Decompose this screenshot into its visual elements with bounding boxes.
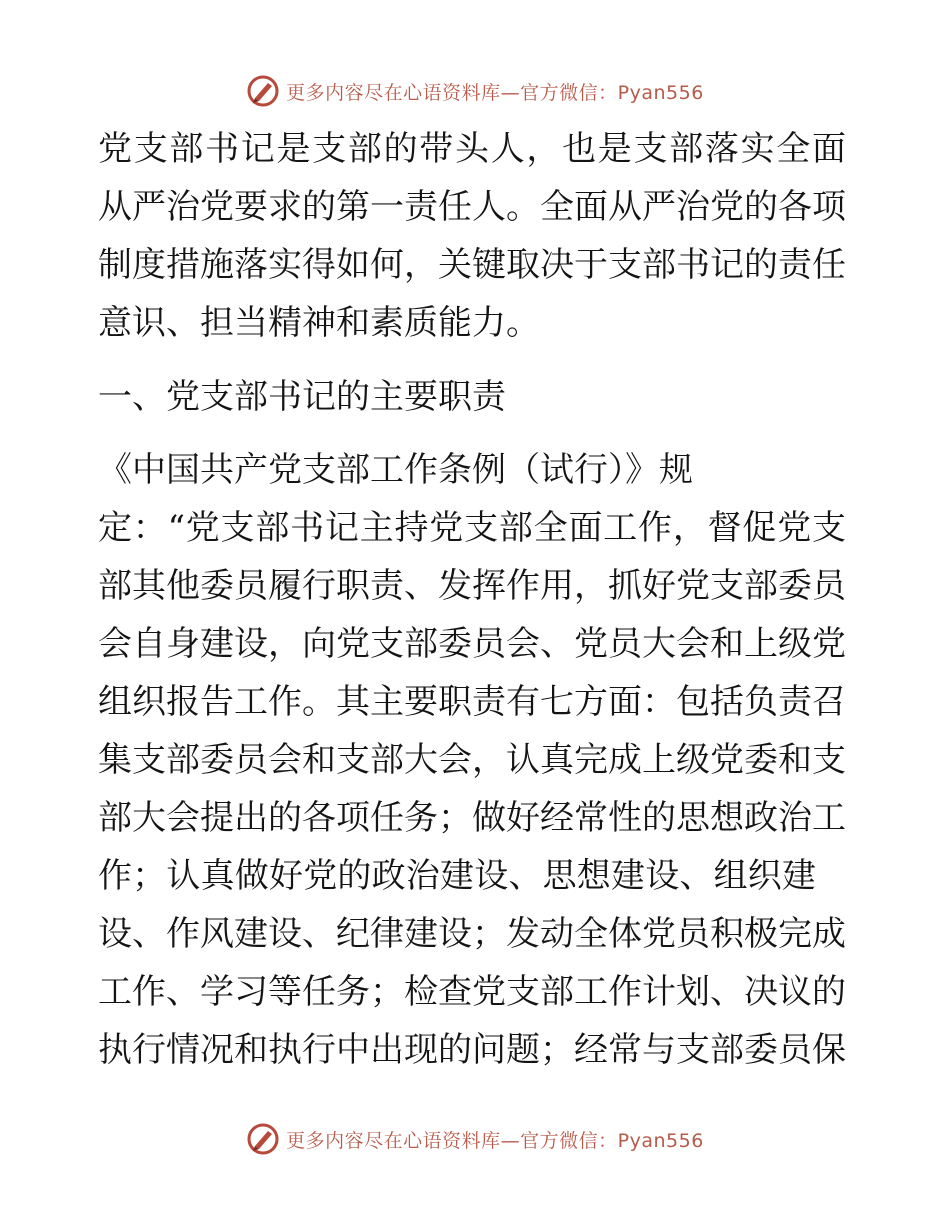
- header-watermark-text: 更多内容尽在心语资料库—官方微信：Pyan556: [286, 81, 704, 104]
- body-text-line: 部大会提出的各项任务；做好经常性的思想政治工: [98, 798, 846, 838]
- section-heading: 一、党支部书记的主要职责: [98, 377, 506, 417]
- body-text-line: 设、作风建设、纪律建设；发动全体党员积极完成: [98, 914, 846, 954]
- body-text-line: 作；认真做好党的政治建设、思想建设、组织建: [98, 856, 816, 896]
- body-text-line: 工作、学习等任务；检查党支部工作计划、决议的: [98, 972, 846, 1012]
- footer-watermark-banner: [0, 1117, 950, 1161]
- pen-quill-logo-icon: [246, 1122, 280, 1156]
- body-text-line: 从严治党要求的第一责任人。全面从严治党的各项: [98, 187, 846, 227]
- body-text-line: 制度措施落实得如何，关键取决于支部书记的责任: [98, 245, 846, 285]
- body-text-line: 会自身建设，向党支部委员会、党员大会和上级党: [98, 624, 846, 664]
- body-text-line: 组织报告工作。其主要职责有七方面：包括负责召: [98, 682, 846, 722]
- body-text-line: 集支部委员会和支部大会，认真完成上级党委和支: [98, 740, 846, 780]
- body-text-line: 党支部书记是支部的带头人，也是支部落实全面: [98, 129, 846, 169]
- body-text-line: 定：“党支部书记主持党支部全面工作，督促党支: [98, 508, 846, 548]
- header-watermark-banner: [0, 69, 950, 113]
- pen-quill-logo-icon: [246, 74, 280, 108]
- body-text-line: 部其他委员履行职责、发挥作用，抓好党支部委员: [98, 566, 846, 606]
- body-text-line: 执行情况和执行中出现的问题；经常与支部委员保: [98, 1030, 846, 1070]
- body-text-line: 意识、担当精神和素质能力。: [98, 303, 540, 343]
- footer-watermark-text: 更多内容尽在心语资料库—官方微信：Pyan556: [286, 1129, 704, 1152]
- body-text-line: 《中国共产党支部工作条例（试行）》规: [98, 450, 693, 490]
